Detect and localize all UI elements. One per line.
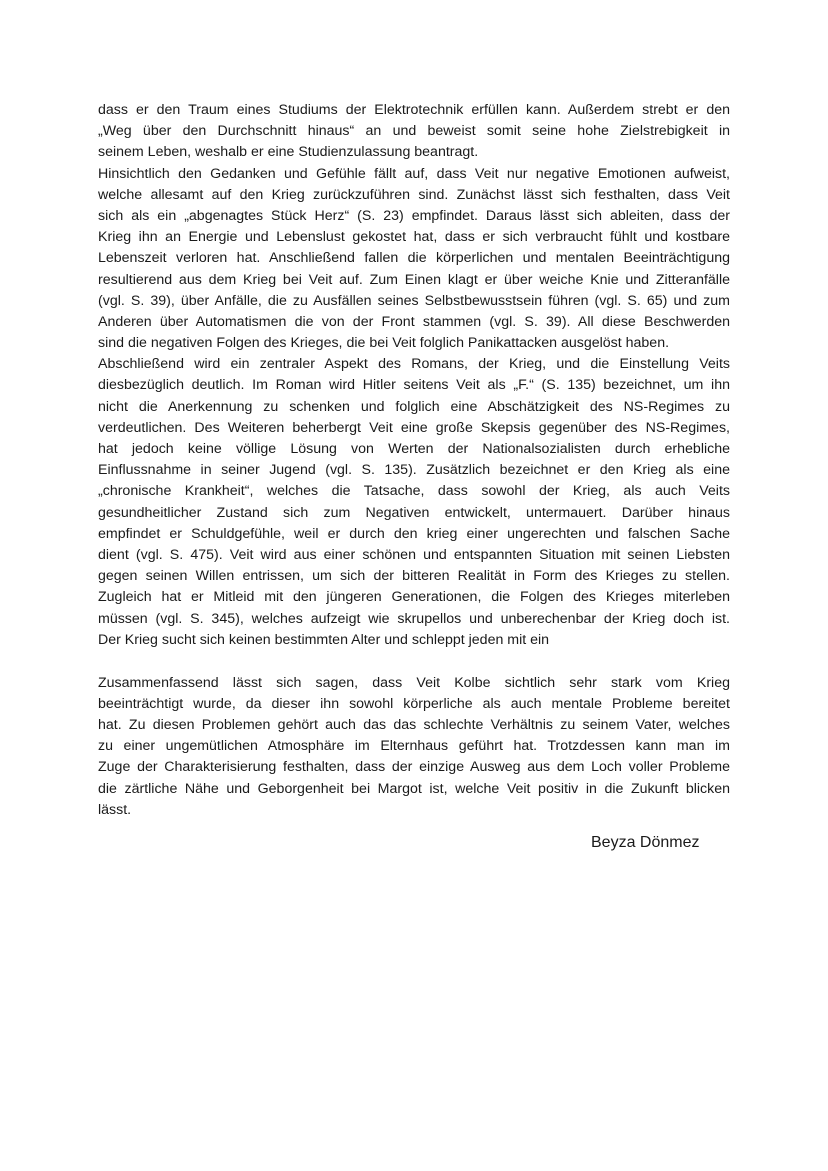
text-line: zu einer ungemütlichen Atmosphäre im Elternhaus geführt hat. Trotzdessen kann man im bbox=[98, 738, 730, 755]
paragraph-4 bbox=[98, 673, 730, 821]
text-line: „chronische Krankheit“, welches die Tatsache, dass sowohl der Krieg, als auch Veits bbox=[98, 483, 730, 500]
text-line: Zusammenfassend lässt sich sagen, dass Veit Kolbe sichtlich sehr stark vom Krieg bbox=[98, 674, 730, 691]
document-body bbox=[98, 100, 730, 821]
text-line: welche allesamt auf den Krieg zurückzuführen sind. Zunächst lässt sich festhalten, dass Veit bbox=[98, 186, 730, 203]
text-line: hat jedoch keine völlige Lösung von Werten der Nationalsozialisten durch erhebliche bbox=[98, 441, 730, 457]
text-line: beeinträchtigt wurde, da dieser ihn sowohl körperliche als auch mentale Probleme bereitet bbox=[98, 695, 730, 712]
text-line: dass er den Traum eines Studiums der Elektrotechnik erfüllen kann. Außerdem strebt er den bbox=[98, 102, 730, 118]
text-line: Einflussnahme in seiner Jugend (vgl. S. 135). Zusätzlich bezeichnet er den Krieg als eine bbox=[98, 462, 730, 479]
paragraph-2 bbox=[98, 164, 730, 355]
paragraph-spacer bbox=[98, 651, 730, 673]
text-line: Abschließend wird ein zentraler Aspekt des Romans, der Krieg, und die Einstellung Veits bbox=[98, 356, 730, 373]
text-line: hat. Zu diesen Problemen gehört auch das das schlechte Verhältnis zu seinem Vater, welches bbox=[98, 717, 730, 734]
paragraph-3 bbox=[98, 354, 730, 651]
text-line: Krieg ihn an Energie und Lebenslust gekostet hat, dass er sich verbraucht fühlt und kostbare bbox=[98, 229, 730, 246]
text-line: lässt. bbox=[98, 801, 132, 818]
text-line: Lebenszeit verloren hat. Anschließend fallen die körperlichen und mentalen Beeinträchtigung bbox=[98, 250, 730, 267]
text-line: diesbezüglich deutlich. Im Roman wird Hitler seitens Veit als „F.“ (S. 135) bezeichnet, um ihn bbox=[98, 377, 730, 394]
text-line: „Weg über den Durchschnitt hinaus“ an und beweist somit seine hohe Zielstrebigkeit in bbox=[98, 123, 730, 140]
text-line: empfindet er Schuldgefühle, weil er durch den krieg einer ungerechten und falschen Sache bbox=[98, 525, 730, 542]
text-line: Hinsichtlich den Gedanken und Gefühle fällt auf, dass Veit nur negative Emotionen aufweist, bbox=[98, 165, 730, 182]
text-line: verdeutlichen. Des Weiteren beherbergt Veit eine große Skepsis gegenüber des NS-Regimes, bbox=[98, 419, 730, 436]
text-line: Zugleich hat er Mitleid mit den jüngeren Generationen, die Folgen des Krieges miterleben bbox=[98, 589, 730, 606]
text-line: sind die negativen Folgen des Krieges, die bei Veit folglich Panikattacken ausgelöst haben. bbox=[98, 335, 670, 352]
text-line: gegen seinen Willen entrissen, um sich der bitteren Realität in Form des Krieges zu stellen. bbox=[98, 568, 730, 585]
text-line: seinem Leben, weshalb er eine Studienzulassung beantragt. bbox=[98, 144, 479, 161]
text-line: dient (vgl. S. 475). Veit wird aus einer schönen und entspannten Situation mit seinen Liebsten bbox=[98, 546, 730, 563]
text-line: (vgl. S. 39), über Anfälle, die zu Ausfällen seines Selbstbewusstsein führen (vgl. S. 65) und zum bbox=[98, 292, 730, 309]
author-signature: Beyza Dönmez bbox=[591, 834, 700, 851]
text-line: gesundheitlicher Zustand sich zum Negativen entwickelt, untermauert. Darüber hinaus bbox=[98, 504, 730, 521]
text-line: Anderen über Automatismen die von der Front stammen (vgl. S. 39). All diese Beschwerden bbox=[98, 313, 730, 330]
text-line: nicht die Anerkennung zu schenken und folglich eine Abschätzigkeit des NS-Regimes zu bbox=[98, 398, 730, 415]
paragraph-1 bbox=[98, 100, 730, 164]
text-line: die zärtliche Nähe und Geborgenheit bei Margot ist, welche Veit positiv in die Zukunft blicken bbox=[98, 780, 730, 797]
text-line: müssen (vgl. S. 345), welches aufzeigt wie skrupellos und unberechenbar der Krieg doch ist. bbox=[98, 610, 730, 627]
text-line: Zuge der Charakterisierung festhalten, dass der einzige Ausweg aus dem Loch voller Probleme bbox=[98, 759, 730, 776]
text-line: sich als ein „abgenagtes Stück Herz“ (S. 23) empfindet. Daraus lässt sich ableiten, dass der bbox=[98, 207, 730, 224]
text-line: Der Krieg sucht sich keinen bestimmten Alter und schleppt jeden mit ein bbox=[98, 631, 550, 648]
text-line: resultierend aus dem Krieg bei Veit auf. Zum Einen klagt er über weiche Knie und Zitteranfälle bbox=[98, 271, 730, 288]
